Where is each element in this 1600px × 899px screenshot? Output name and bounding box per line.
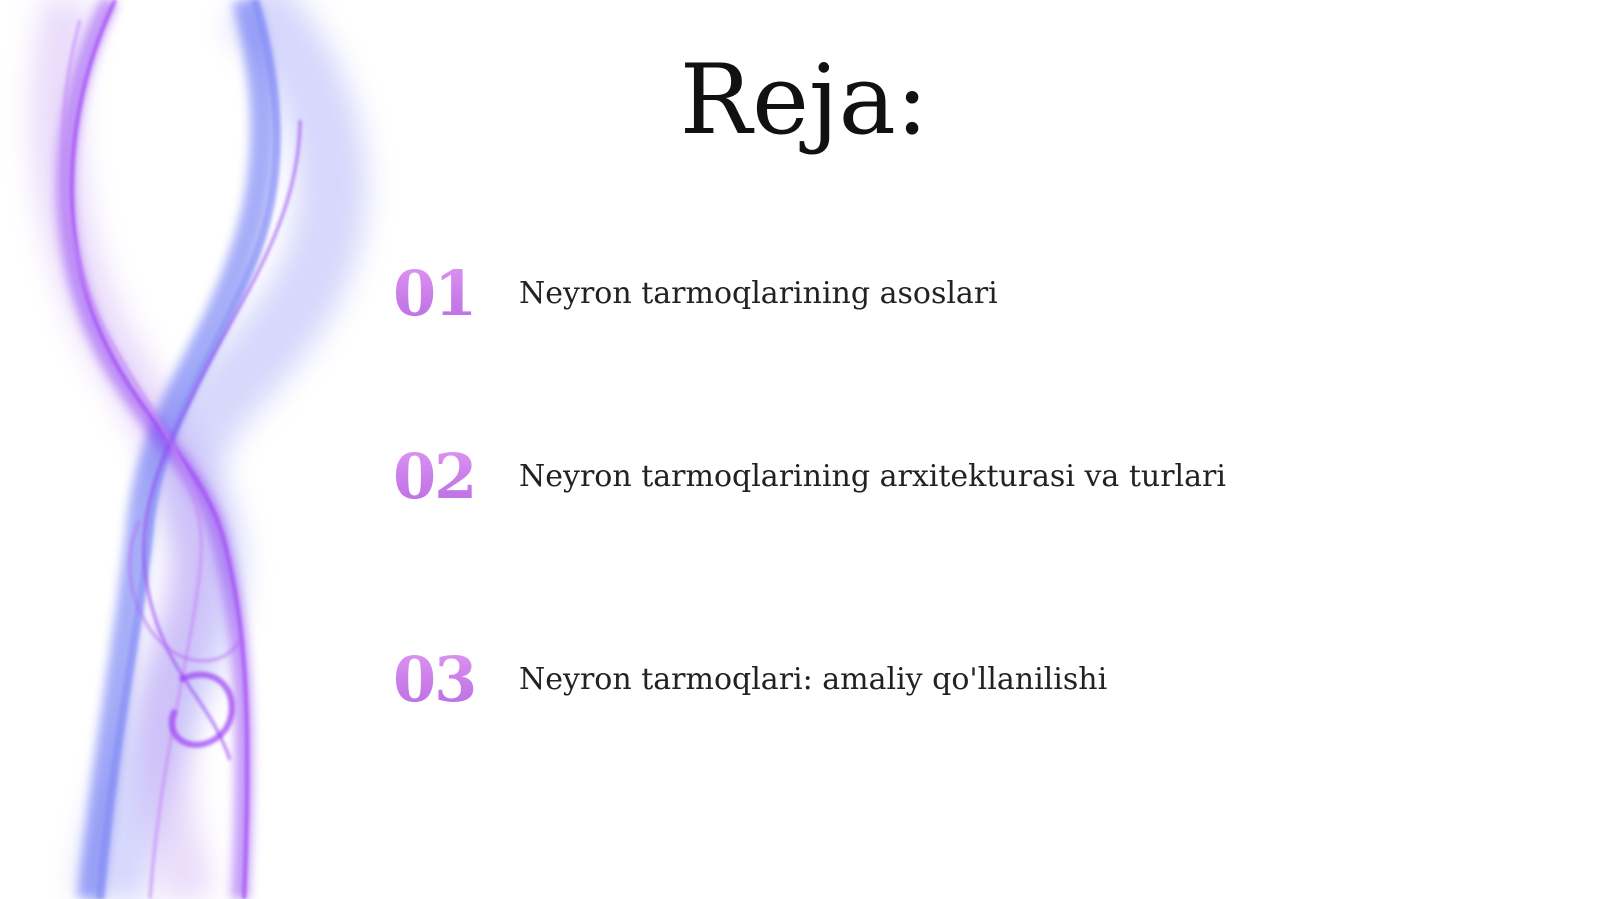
item-text: Neyron tarmoqlari: amaliy qo'llanilishi xyxy=(519,662,1108,697)
page-title: Reja: xyxy=(679,44,929,156)
agenda-item-1 xyxy=(393,254,1393,334)
agenda-item-2 xyxy=(393,437,1393,517)
item-text: Neyron tarmoqlarining asoslari xyxy=(519,276,998,311)
agenda-item-3 xyxy=(393,640,1393,720)
item-number: 01 xyxy=(393,254,475,334)
item-number: 02 xyxy=(393,437,475,517)
item-number: 03 xyxy=(393,640,475,720)
item-text: Neyron tarmoqlarining arxitekturasi va turlari xyxy=(519,459,1226,494)
